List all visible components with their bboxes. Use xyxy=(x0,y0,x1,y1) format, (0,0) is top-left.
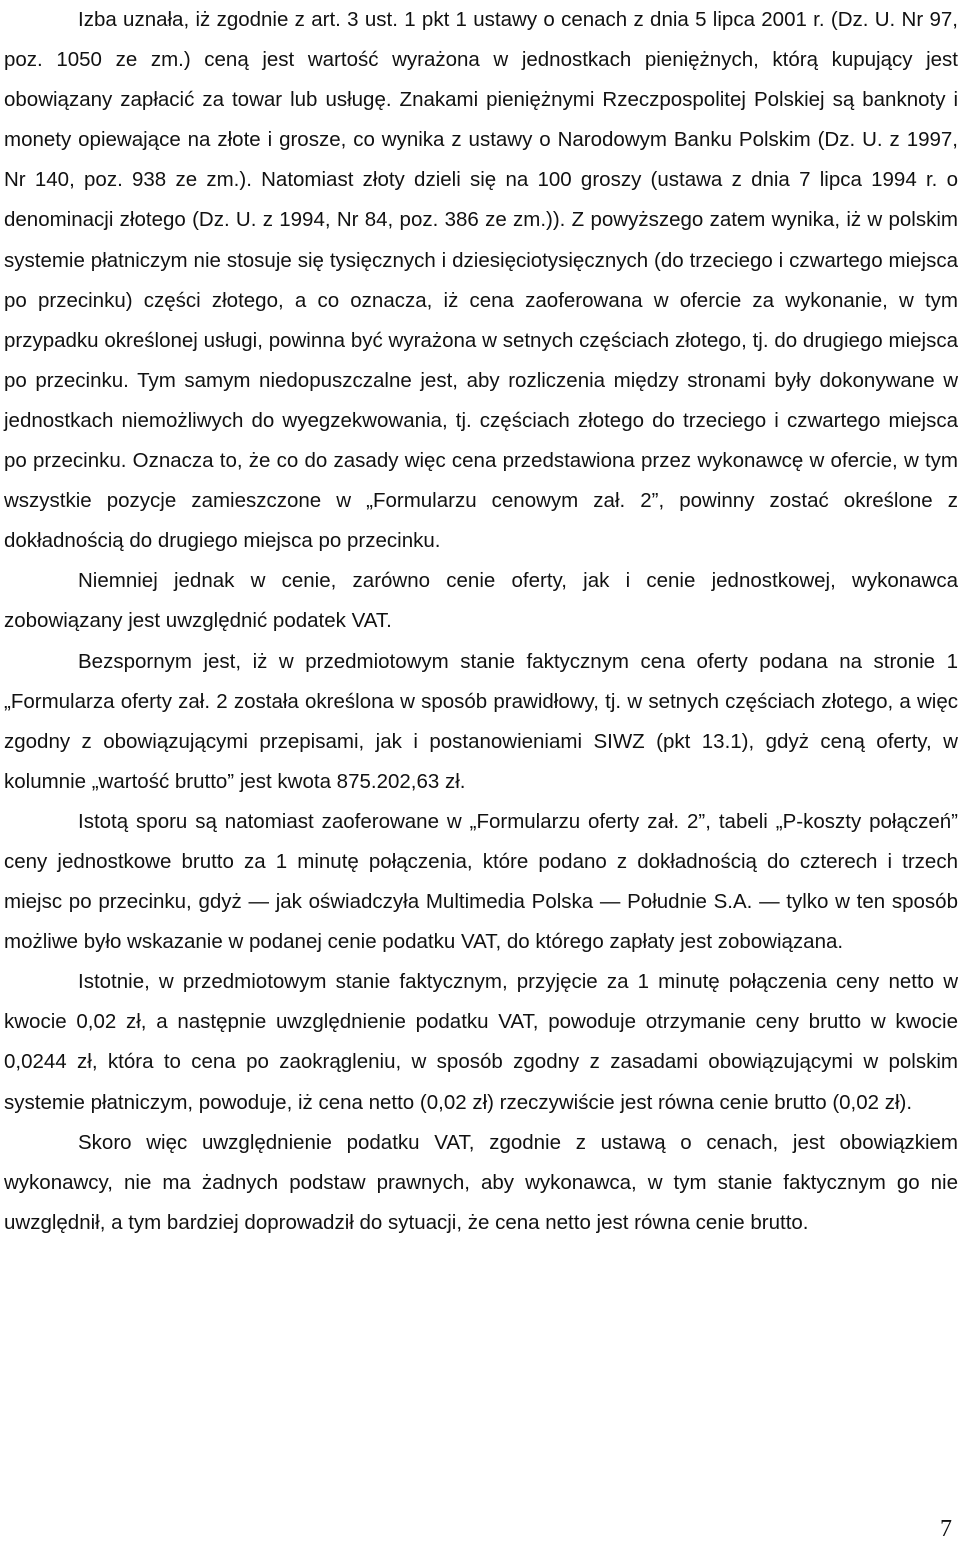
paragraph: Bezspornym jest, iż w przedmiotowym stanie faktycznym cena oferty podana na stronie 1 „Formularza oferty zał. 2 została określona w sposób prawidłowy, tj. w setnych częściach złotego, a więc zgodny z obowiązującymi przepisami, jak i postanowieniami SIWZ (pkt 13.1), gdyż ceną oferty, w kolumnie „wartość brutto” jest kwota 875.202,63 zł. xyxy=(4,649,958,793)
paragraph: Niemniej jednak w cenie, zarówno cenie oferty, jak i cenie jednostkowej, wykonawca zobowiązany jest uwzględnić podatek VAT. xyxy=(4,569,958,633)
paragraph: Istotą sporu są natomiast zaoferowane w „Formularzu oferty zał. 2”, tabeli „P-koszty połączeń” ceny jednostkowe brutto za 1 minutę połączenia, które podano z dokładnością do czterech i trzech miejsc po przecinku, gdyż — jak oświadczyła Multimedia Polska — Południe S.A. — tylko w ten sposób możliwe było wskazanie w podanej cenie podatku VAT, do którego zapłaty jest zobowiązana. xyxy=(4,809,958,954)
paragraph: Skoro więc uwzględnienie podatku VAT, zgodnie z ustawą o cenach, jest obowiązkiem wykonawcy, nie ma żadnych podstaw prawnych, aby wykonawca, w tym stanie faktycznym go nie uwzględnił, a tym bardziej doprowadził do sytuacji, że cena netto jest równa cenie brutto. xyxy=(4,1130,958,1234)
document-body xyxy=(4,0,958,1243)
paragraph: Istotnie, w przedmiotowym stanie faktycznym, przyjęcie za 1 minutę połączenia ceny netto w kwocie 0,02 zł, a następnie uwzględnienie podatku VAT, powoduje otrzymanie ceny brutto w kwocie 0,0244 zł, która to cena po zaokrągleniu, w sposób zgodny z zasadami obowiązującymi w polskim systemie płatniczym, powoduje, iż cena netto (0,02 zł) rzeczywiście jest równa cenie brutto (0,02 zł). xyxy=(4,970,958,1114)
page-number: 7 xyxy=(940,1516,952,1542)
paragraph: Izba uznała, iż zgodnie z art. 3 ust. 1 pkt 1 ustawy o cenach z dnia 5 lipca 2001 r. (Dz. U. Nr 97, poz. 1050 ze zm.) ceną jest wartość wyrażona w jednostkach pieniężnych, którą kupujący jest obowiązany zapłacić za towar lub usługę. Znakami pieniężnymi Rzeczpospolitej Polskiej są banknoty i monety opiewające na złote i grosze, co wynika z ustawy o Narodowym Banku Polskim (Dz. U. z 1997, Nr 140, poz. 938 ze zm.). Natomiast złoty dzieli się na 100 groszy (ustawa z dnia 7 lipca 1994 r. o denominacji złotego (Dz. U. z 1994, Nr 84, poz. 386 ze zm.)). Z powyższego zatem wynika, iż w polskim systemie płatniczym nie stosuje się tysięcznych i dziesięciotysięcznych (do trzeciego i czwartego miejsca po przecinku) części złotego, a co oznacza, iż cena zaoferowana w ofercie za wykonanie, w tym przypadku określonej usługi, powinna być wyrażona w setnych częściach złotego, tj. do drugiego miejsca po przecinku. Tym samym niedopuszczalne jest, aby rozliczenia między stronami były dokonywane w jednostkach niemożliwych do wyegzekwowania, tj. częściach złotego do trzeciego i czwartego miejsca po przecinku. Oznacza to, że co do zasady więc cena przedstawiona przez wykonawcę w ofercie, w tym wszystkie pozycje zamieszczone w „Formularzu cenowym zał. 2”, powinny zostać określone z dokładnością do drugiego miejsca po przecinku. xyxy=(4,8,958,553)
